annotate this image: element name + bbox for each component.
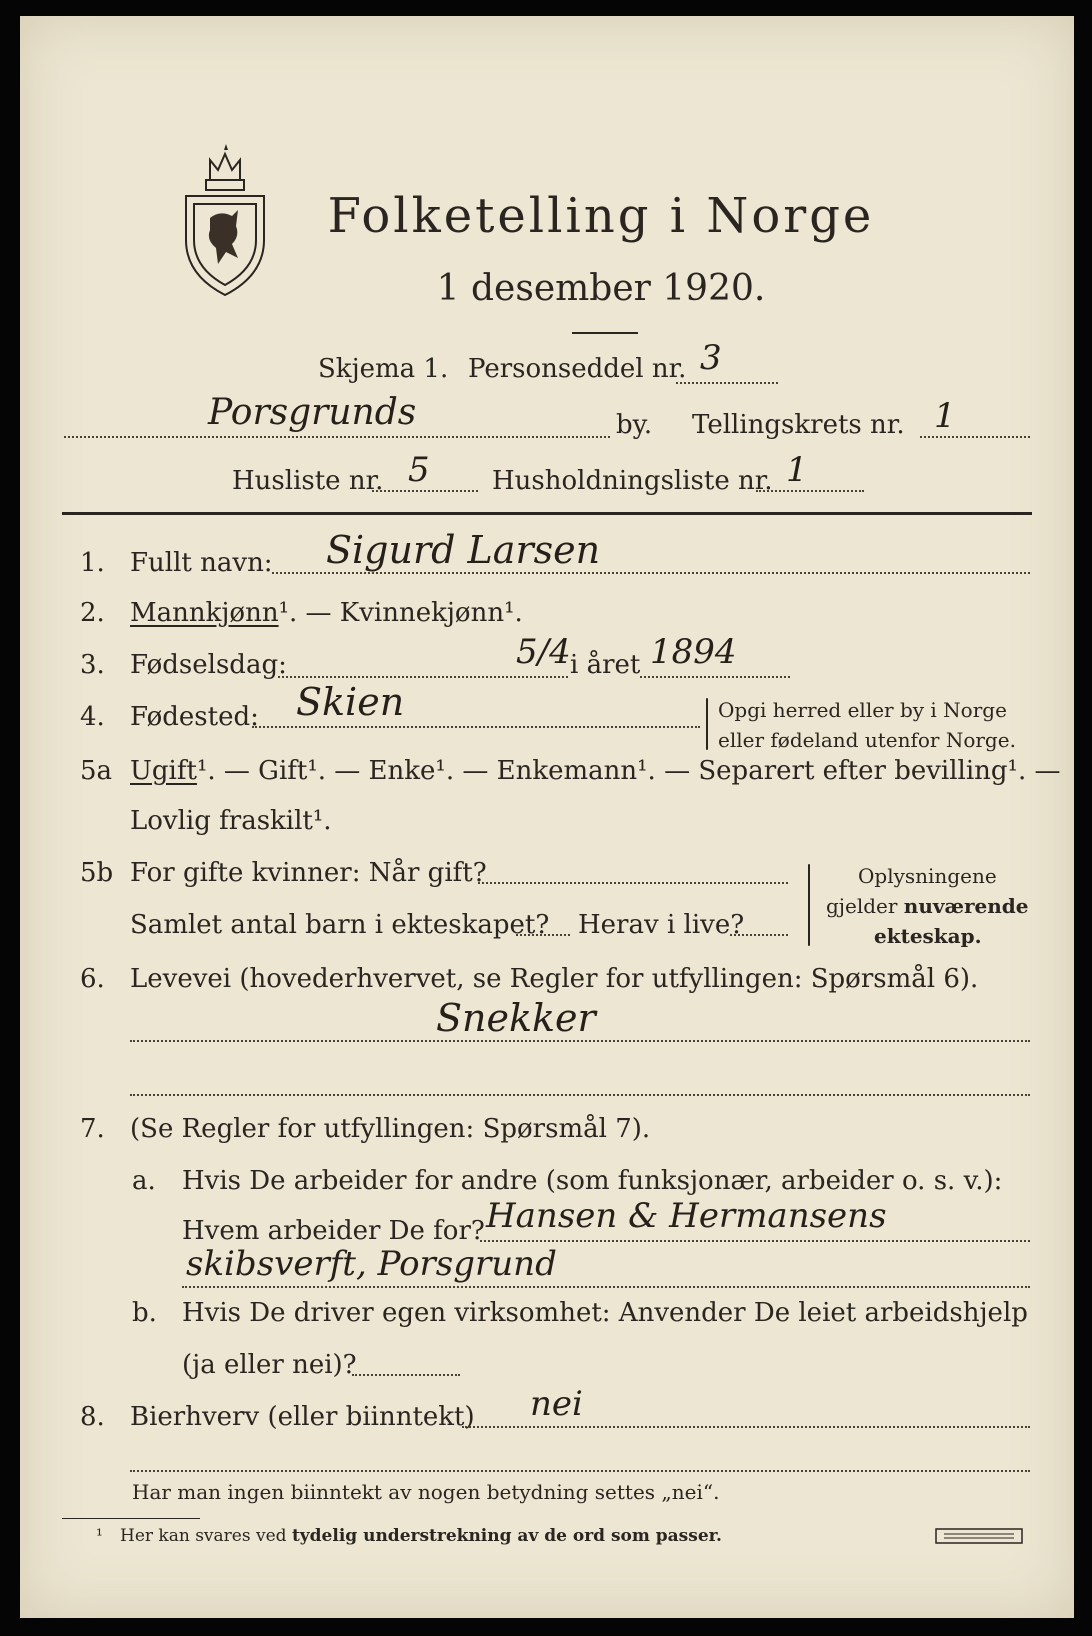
q5b-children-label: Samlet antal barn i ekteskapet? bbox=[130, 910, 550, 940]
q4-note-line1: Opgi herred eller by i Norge bbox=[718, 698, 1007, 722]
q8-field-line bbox=[462, 1426, 1030, 1428]
q7b-letter: b. bbox=[132, 1298, 157, 1328]
q5a-options bbox=[130, 756, 1061, 786]
town-suffix: by. bbox=[616, 410, 653, 440]
full-name-value[interactable]: Sigurd Larsen bbox=[326, 528, 601, 572]
person-label: Personseddel nr. bbox=[468, 354, 687, 384]
person-number-value[interactable]: 3 bbox=[700, 338, 722, 378]
q6-field-line2 bbox=[130, 1094, 1030, 1096]
krets-value[interactable]: 1 bbox=[934, 396, 956, 436]
q3-year-label: i året bbox=[570, 650, 641, 680]
q5a-ugift-option[interactable]: Ugift bbox=[130, 756, 197, 786]
q1-number: 1. bbox=[80, 548, 105, 578]
krets-label: Tellingskrets nr. bbox=[692, 410, 905, 440]
husholdning-field-line bbox=[756, 490, 864, 492]
q2-female-option[interactable]: Kvinnekjønn bbox=[339, 598, 505, 628]
q7b-text: Hvis De driver egen virksomhet: Anvender De leiet arbeidshjelp bbox=[182, 1298, 1028, 1328]
q5a-number: 5a bbox=[80, 756, 113, 786]
q4-note-brace bbox=[706, 698, 708, 750]
q3-label: Fødselsdag: bbox=[130, 650, 287, 680]
krets-field-line bbox=[920, 436, 1030, 438]
q1-field-line bbox=[272, 572, 1030, 574]
q2-male-option[interactable]: Mannkjønn bbox=[130, 598, 279, 628]
birthplace-value[interactable]: Skien bbox=[296, 680, 405, 724]
q8-field-line2 bbox=[130, 1470, 1030, 1472]
q7a-text: Hvis De arbeider for andre (som funksjonær, arbeider o. s. v.): bbox=[182, 1166, 1003, 1196]
q5b-children-field-line bbox=[516, 934, 570, 936]
footer-note: Har man ingen biinntekt av nogen betydning settes „nei“. bbox=[132, 1480, 720, 1504]
q6-field-line1 bbox=[130, 1040, 1030, 1042]
employer-value-line2[interactable]: skibsverft, Porsgrund bbox=[186, 1244, 557, 1284]
header-separator bbox=[62, 512, 1032, 515]
q2-end: ¹. bbox=[504, 598, 523, 628]
occupation-value[interactable]: Snekker bbox=[436, 996, 596, 1040]
employer-value-line1[interactable]: Hansen & Hermansens bbox=[486, 1196, 887, 1236]
form-title: Folketelling i Norge bbox=[327, 188, 875, 244]
footnote-text: Her kan svares ved tydelig understrekning av de ord som passer. bbox=[120, 1526, 722, 1546]
q7b-field-line bbox=[352, 1374, 460, 1376]
title-divider bbox=[572, 332, 638, 334]
q5b-number: 5b bbox=[80, 858, 114, 888]
q1-label: Fullt navn: bbox=[130, 548, 273, 578]
husholdning-label: Husholdningsliste nr. bbox=[492, 466, 773, 496]
q5b-married-label: For gifte kvinner: Når gift? bbox=[130, 858, 487, 888]
q5b-married-field-line bbox=[478, 882, 788, 884]
q7a-who-label: Hvem arbeider De for? bbox=[182, 1216, 485, 1246]
schema-label: Skjema 1. bbox=[318, 354, 449, 384]
q2-number: 2. bbox=[80, 598, 105, 628]
husliste-value[interactable]: 5 bbox=[408, 450, 430, 490]
q3-number: 3. bbox=[80, 650, 105, 680]
q2-separator: ¹. — bbox=[278, 598, 340, 628]
q7-label: (Se Regler for utfyllingen: Spørsmål 7). bbox=[130, 1114, 651, 1144]
q7a-field-line2 bbox=[182, 1286, 1030, 1288]
q5b-note-brace bbox=[808, 864, 810, 946]
town-value[interactable]: Porsgrunds bbox=[208, 392, 417, 433]
footnote-rule bbox=[62, 1518, 200, 1519]
census-date: 1 desember 1920. bbox=[436, 268, 766, 309]
q5b-note-line2: gjelder nuværende bbox=[826, 894, 1029, 918]
q5b-alive-label: Herav i live? bbox=[578, 910, 745, 940]
q8-number: 8. bbox=[80, 1402, 105, 1432]
q8-label: Bierhverv (eller biinntekt) bbox=[130, 1402, 475, 1432]
q2-options bbox=[130, 598, 523, 628]
q7a-letter: a. bbox=[132, 1166, 156, 1196]
footnote-mark: ¹ bbox=[96, 1526, 103, 1546]
birth-day-value[interactable]: 5/4 bbox=[516, 632, 571, 672]
q5b-note-line3: ekteskap. bbox=[874, 924, 982, 948]
q5a-line2[interactable]: Lovlig fraskilt¹. bbox=[130, 806, 332, 836]
q6-number: 6. bbox=[80, 964, 105, 994]
husliste-label: Husliste nr. bbox=[232, 466, 384, 496]
q5a-other-options[interactable]: ¹. — Gift¹. — Enke¹. — Enkemann¹. — Separert efter bevilling¹. — bbox=[196, 756, 1061, 786]
town-field-line bbox=[64, 436, 610, 438]
q7a-field-line1 bbox=[480, 1240, 1030, 1242]
q7b-text2: (ja eller nei)? bbox=[182, 1350, 357, 1380]
q6-label: Levevei (hovederhvervet, se Regler for utfyllingen: Spørsmål 6). bbox=[130, 964, 979, 994]
q3-year-field-line bbox=[640, 676, 790, 678]
side-income-value[interactable]: nei bbox=[530, 1384, 583, 1424]
q5b-note-line1: Oplysningene bbox=[858, 864, 997, 888]
q3-day-field-line bbox=[278, 676, 568, 678]
husholdning-value[interactable]: 1 bbox=[786, 450, 808, 490]
q5b-alive-field-line bbox=[730, 934, 788, 936]
q4-note-line2: eller fødeland utenfor Norge. bbox=[718, 728, 1016, 752]
person-field-line bbox=[676, 382, 778, 384]
q4-label: Fødested: bbox=[130, 702, 259, 732]
q4-number: 4. bbox=[80, 702, 105, 732]
birth-year-value[interactable]: 1894 bbox=[650, 632, 737, 672]
q7-number: 7. bbox=[80, 1114, 105, 1144]
husliste-field-line bbox=[372, 490, 478, 492]
printer-stamp-icon bbox=[934, 1526, 1024, 1546]
q4-field-line bbox=[252, 726, 700, 728]
